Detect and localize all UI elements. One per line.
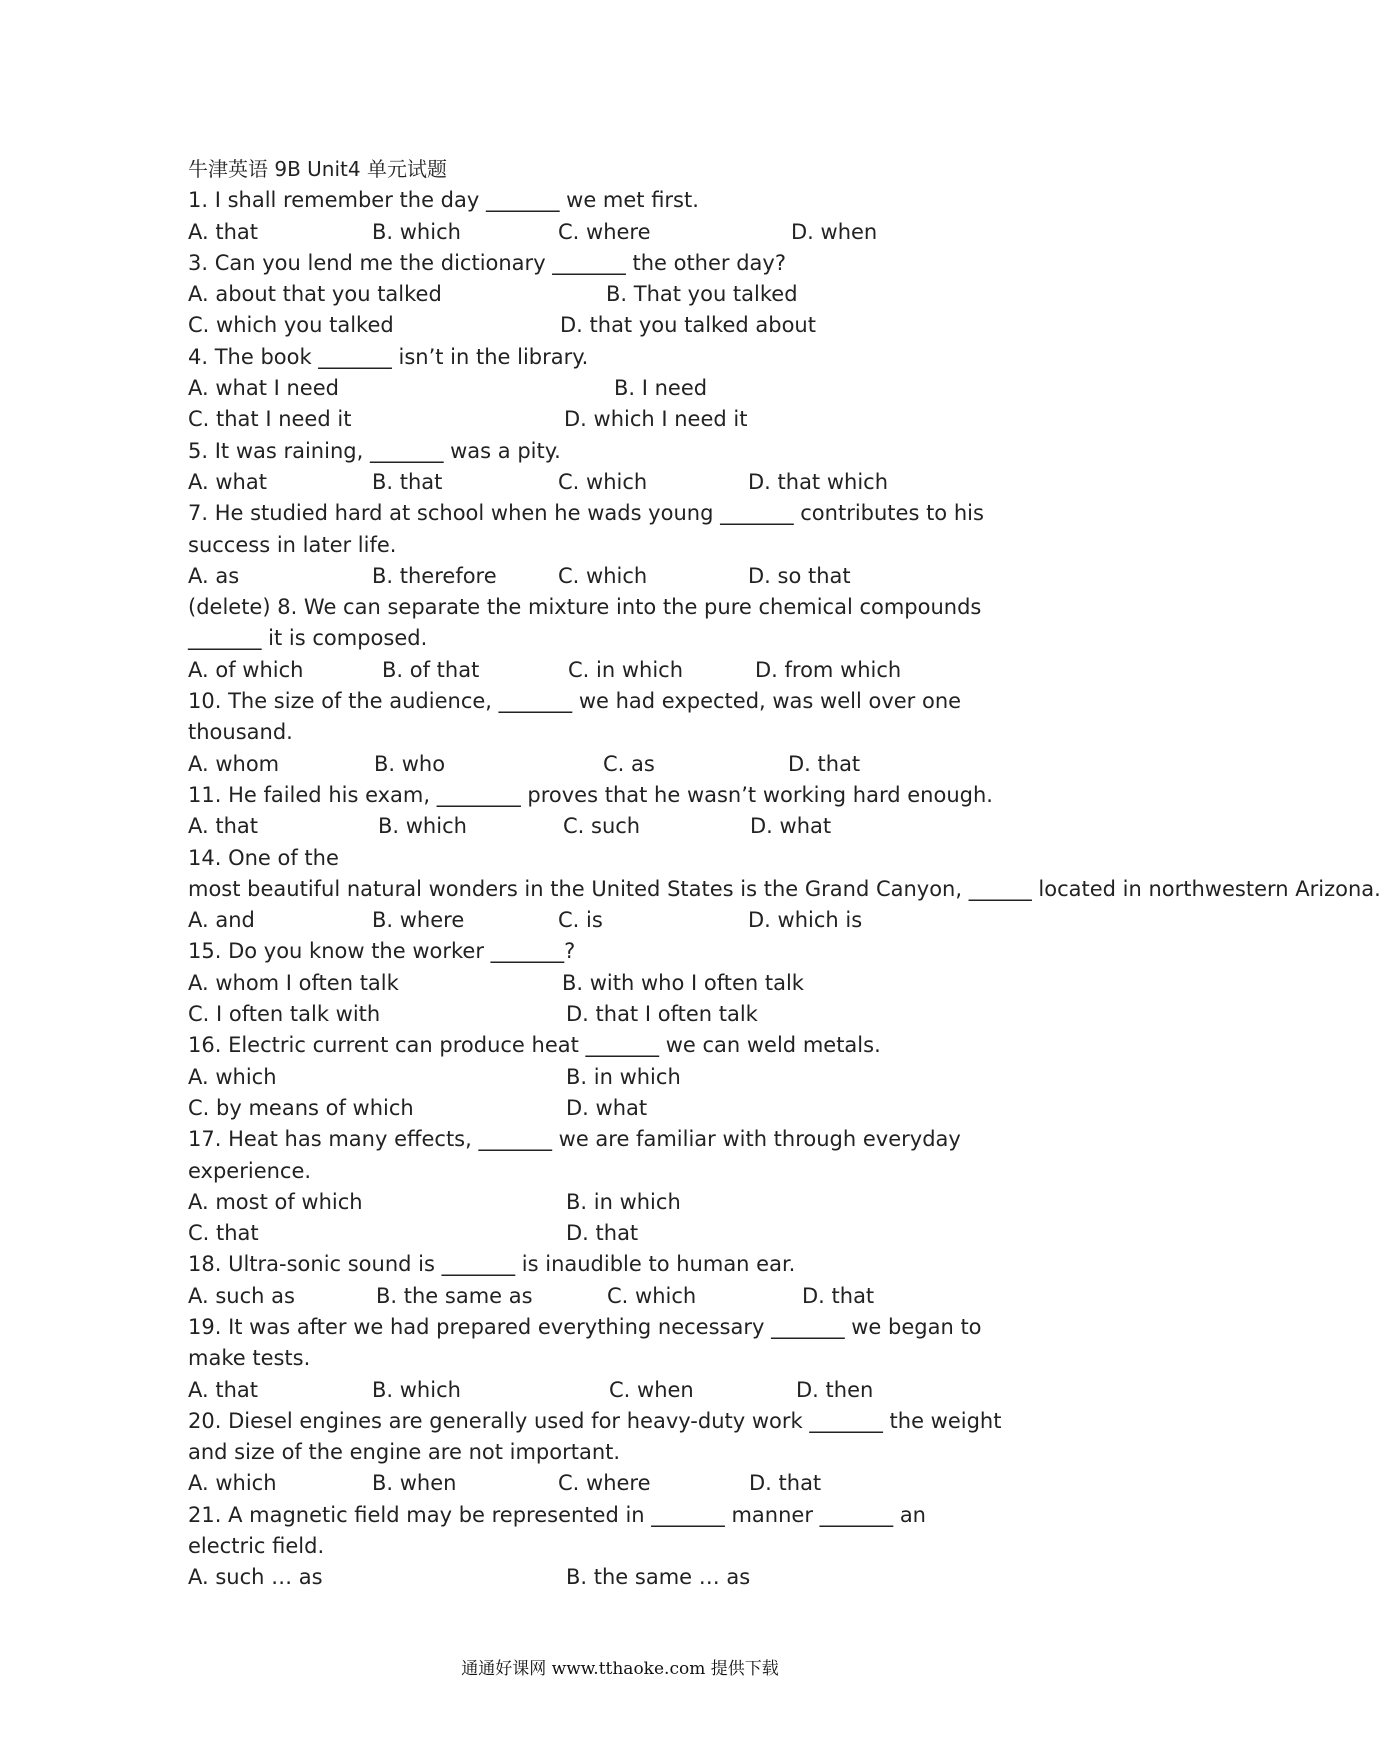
options-row — [188, 1187, 1068, 1218]
answer-option-c[interactable]: C. where — [558, 219, 651, 244]
question-text: (delete) 8. We can separate the mixture into the pure chemical compounds _______ it is composed. — [188, 595, 982, 651]
answer-option-d[interactable]: D. that I often talk — [566, 1002, 758, 1027]
question-text: 11. He failed his exam, ________ proves that he wasn’t working hard enough. — [188, 782, 993, 807]
answer-option-b[interactable]: B. the same … as — [566, 1565, 751, 1590]
answer-option-a[interactable]: A. which — [188, 1471, 277, 1496]
answer-option-c[interactable]: C. I often talk with — [188, 1002, 381, 1027]
answer-option-b[interactable]: B. where — [372, 908, 465, 933]
options-row — [188, 217, 1068, 248]
answer-option-d[interactable]: D. then — [796, 1377, 874, 1402]
question-text: 10. The size of the audience, _______ we had expected, was well over one thousand. — [188, 689, 962, 745]
options-row — [188, 561, 1068, 592]
options-row — [188, 404, 1068, 435]
answer-option-c[interactable]: C. which — [558, 469, 648, 494]
answer-option-b[interactable]: B. therefore — [372, 563, 497, 588]
answer-option-a[interactable]: A. which — [188, 1064, 277, 1089]
answer-option-d[interactable]: D. that — [566, 1221, 639, 1246]
answer-option-b[interactable]: B. the same as — [376, 1283, 533, 1308]
options-row — [188, 1375, 1068, 1406]
question-text: 4. The book _______ isn’t in the library. — [188, 344, 589, 369]
answer-option-a[interactable]: A. about that you talked — [188, 282, 442, 307]
answer-option-d[interactable]: D. which is — [748, 908, 863, 933]
footer-text: 通通好课网 www.tthaoke.com 提供下载 — [461, 1659, 779, 1679]
answer-option-c[interactable]: C. which — [607, 1283, 697, 1308]
answer-option-a[interactable]: A. that — [188, 219, 258, 244]
question-text: 7. He studied hard at school when he wads young _______ contributes to his success in later life. — [188, 501, 984, 557]
answer-option-a[interactable]: A. such … as — [188, 1565, 323, 1590]
options-row — [188, 279, 1068, 310]
answer-option-c[interactable]: C. where — [558, 1471, 651, 1496]
answer-option-c[interactable]: C. such — [563, 814, 641, 839]
answer-option-c[interactable]: C. is — [558, 908, 603, 933]
answer-option-b[interactable]: B. when — [372, 1471, 457, 1496]
options-row — [188, 1281, 1068, 1312]
answer-option-b[interactable]: B. I need — [614, 376, 708, 401]
answer-option-a[interactable]: A. that — [188, 814, 258, 839]
question-text: 18. Ultra-sonic sound is _______ is inaudible to human ear. — [188, 1252, 796, 1277]
answer-option-b[interactable]: B. which — [372, 219, 461, 244]
answer-option-a[interactable]: A. whom — [188, 751, 280, 776]
answer-option-d[interactable]: D. that — [788, 751, 861, 776]
answer-option-b[interactable]: B. in which — [566, 1189, 681, 1214]
answer-option-a[interactable]: A. of which — [188, 657, 304, 682]
answer-option-c[interactable]: C. as — [603, 751, 655, 776]
answer-option-a[interactable]: A. that — [188, 1377, 258, 1402]
question-text: 16. Electric current can produce heat _______ we can weld metals. — [188, 1033, 881, 1058]
question-text: 19. It was after we had prepared everything necessary _______ we began to make tests. — [188, 1314, 982, 1371]
options-row — [188, 1093, 1068, 1124]
answer-option-d[interactable]: D. what — [566, 1095, 648, 1120]
answer-option-a[interactable]: A. most of which — [188, 1189, 363, 1214]
answer-option-c[interactable]: C. which — [558, 563, 648, 588]
document-content — [188, 154, 1381, 1594]
answer-option-d[interactable]: D. what — [750, 814, 832, 839]
answer-option-c[interactable]: C. which you talked — [188, 313, 394, 338]
answer-option-a[interactable]: A. as — [188, 563, 240, 588]
answer-option-a[interactable]: A. what I need — [188, 376, 339, 401]
answer-option-d[interactable]: D. when — [791, 219, 878, 244]
answer-option-d[interactable]: D. that — [802, 1283, 875, 1308]
answer-option-b[interactable]: B. of that — [382, 657, 480, 682]
document-title: 牛津英语 9B Unit4 单元试题 — [188, 157, 447, 181]
answer-option-a[interactable]: A. and — [188, 908, 255, 933]
options-row — [188, 749, 1068, 780]
question-text: 15. Do you know the worker _______? — [188, 939, 576, 964]
answer-option-d[interactable]: D. so that — [748, 563, 851, 588]
answer-option-b[interactable]: B. who — [374, 751, 446, 776]
answer-option-d[interactable]: D. which I need it — [564, 407, 748, 432]
answer-option-b[interactable]: B. which — [372, 1377, 461, 1402]
answer-option-d[interactable]: D. that — [749, 1471, 822, 1496]
answer-option-b[interactable]: B. that — [372, 469, 443, 494]
options-row — [188, 968, 1068, 999]
question-text: 17. Heat has many effects, _______ we are familiar with through everyday experience. — [188, 1127, 961, 1183]
answer-option-d[interactable]: D. from which — [755, 657, 902, 682]
answer-option-b[interactable]: B. with who I often talk — [562, 970, 804, 995]
question-text: 20. Diesel engines are generally used for heavy-duty work _______ the weight and size of the engine are not important. — [188, 1408, 1002, 1465]
answer-option-b[interactable]: B. That you talked — [606, 282, 798, 307]
answer-option-b[interactable]: B. in which — [566, 1064, 681, 1089]
options-row — [188, 1218, 1068, 1249]
answer-option-c[interactable]: C. in which — [568, 657, 684, 682]
options-row — [188, 1062, 1068, 1093]
options-row — [188, 811, 1068, 842]
options-row — [188, 467, 1068, 498]
answer-option-c[interactable]: C. by means of which — [188, 1095, 414, 1120]
options-row — [188, 310, 1068, 341]
answer-option-c[interactable]: C. when — [609, 1377, 694, 1402]
answer-option-d[interactable]: D. that you talked about — [560, 313, 816, 338]
question-text: 3. Can you lend me the dictionary _______ the other day? — [188, 250, 786, 275]
question-text: 1. I shall remember the day _______ we met first. — [188, 188, 699, 213]
answer-option-a[interactable]: A. such as — [188, 1283, 295, 1308]
answer-option-d[interactable]: D. that which — [748, 469, 889, 494]
question-text: 14. One of the most beautiful natural wonders in the United States is the Grand Canyon, ______ located in northwestern Arizona. — [188, 845, 1381, 901]
answer-option-a[interactable]: A. what — [188, 469, 267, 494]
answer-option-c[interactable]: C. that — [188, 1221, 259, 1246]
answer-option-a[interactable]: A. whom I often talk — [188, 970, 399, 995]
answer-option-c[interactable]: C. that I need it — [188, 407, 352, 432]
options-row — [188, 655, 1068, 686]
options-row — [188, 905, 1068, 936]
question-text: 21. A magnetic field may be represented in _______ manner _______ an electric field. — [188, 1502, 926, 1559]
answer-option-b[interactable]: B. which — [378, 814, 467, 839]
question-text: 5. It was raining, _______ was a pity. — [188, 438, 561, 463]
options-row — [188, 1562, 1068, 1593]
options-row — [188, 1468, 1068, 1499]
options-row — [188, 999, 1068, 1030]
options-row — [188, 373, 1068, 404]
